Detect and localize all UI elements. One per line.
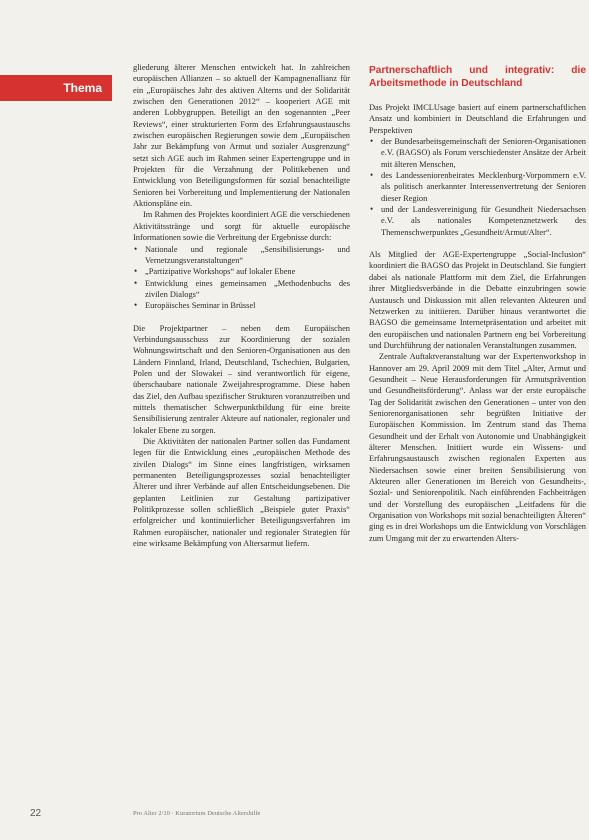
list-item: • „Partizipative Workshops“ auf lokaler Ebene bbox=[133, 266, 350, 277]
left-paragraph-3: Die Projektpartner – neben dem Europäischen Verbindungsausschuss zur Koordinierung der sozialen Wohnungswirtschaft und den Senioren-Organisationen aus den Ländern Finnland, Irland, Deutschland, Tschechien, Bulgarien, Polen und der Slowakei – sind verantwortlich für eigene, überschaubare nationale Zweijahresprogramme. Diese haben das Ziel, den Aufbau spezifischer Strukturen voranzutreiben und mittels thematischer Schwerpunktbildung für eine breite Sensibilisierung zentraler Akteure auf nationaler, regionaler und lokaler Ebene zu sorgen. bbox=[133, 323, 350, 435]
left-column bbox=[133, 62, 350, 549]
list-item: • der Bundesarbeitsgemeinschaft der Senioren-Organisationen e.V. (BAGSO) als Forum verschiedenster Ansätze der Arbeit mit älteren Menschen, bbox=[369, 136, 586, 170]
section-tab-label: Thema bbox=[63, 81, 102, 95]
right-paragraph-3: Zentrale Auftaktveranstaltung war der Expertenworkshop in Hannover am 29. April 2009 mit dem Titel „Alter, Armut und Gesundheit – Neue Herausforderungen für Armutsprävention und Gesundheitsförderung“. Anlass war der erste europäische Tag der Solidarität zwischen den Generationen – unter von den Seniorenorganisationen sehr begrüßten Initiative der Europäischen Kommission. Im Zentrum stand das Thema Gesundheit und der Erhalt von Autonomie und Unabhängigkeit älterer Menschen. Initiiert wurde ein Wissens- und Erfahrungsaustausch zwischen regionalen Experten aus Niedersachsen sowie einer breiten Sensibilisierung von Akteuren aller Generationen im Bereich von Gesundheits-, Sozial- und Seniorenpolitik. Nach einführenden Fachbeiträgen und der Vorstellung des europäischen „Leitfadens für die Organisation von Workshops mit sozial benachteiligten Älteren“ ging es in drei Workshops um die Entwicklung von Vorschlägen zum Umgang mit der zu erwartenden Alters- bbox=[369, 352, 586, 543]
section-heading: Partnerschaftlich und integrativ: die Arbeitsmethode in Deutschland bbox=[369, 65, 586, 89]
section-tab bbox=[0, 75, 112, 101]
left-paragraph-2: Im Rahmen des Projektes koordiniert AGE die verschiedenen Aktivitätsstränge und sorgt für aktuelle europäische Informationen sowie die Verbreitung der Ergebnisse durch: bbox=[133, 210, 350, 243]
right-column bbox=[369, 64, 586, 544]
left-bullet-list bbox=[133, 244, 350, 312]
left-paragraph-4: Die Aktivitäten der nationalen Partner sollen das Fundament legen für die Entwicklung eines „europäischen Methode des zivilen Dialogs“ im Sinne eines langfristigen, wirksamen permanenten Beteiligungsprozesses sozial benachteiligter Älterer und ihrer Verbände auf allen Entscheidungsebenen. Die geplanten Leitlinien zur Gestaltung partizipativer Politikprozesse sollen schließlich „Beispiele guter Praxis“ erfolgreicher und kontinuierlicher Beteiligungsverfahren im Rahmen europäischer, nationaler und regionaler Strategien für eine wirksame Bekämpfung von Altersarmut liefern. bbox=[133, 437, 350, 549]
list-item: • Entwicklung eines gemeinsamen „Methodenbuchs des zivilen Dialogs“ bbox=[133, 278, 350, 301]
right-paragraph-2: Als Mitglied der AGE-Expertengruppe „Social-Inclusion“ koordiniert die BAGSO das Projekt in Deutschland. Sie fungiert dabei als nationale Plattform mit dem Ziel, die Erfahrungen ihrer Mitgliedsverbände in die Debatte einzubringen sowie Austausch und Diskussion mit allen relevanten Akteuren und Netzwerken zu initiieren. Darüber hinaus verantwortet die BAGSO die gemeinsame Internetpräsentation und arbeitet mit den europäischen und nationalen Partnern eng bei Vorbereitung und Durchführung der nationalen Veranstaltungen zusammen. bbox=[369, 250, 586, 350]
list-item: • Europäisches Seminar in Brüssel bbox=[133, 300, 350, 311]
list-item: • Nationale und regionale „Sensibilisierungs- und Vernetzungsveranstaltungen“ bbox=[133, 244, 350, 267]
list-item: • und der Landesvereinigung für Gesundheit Niedersachsen e.V. als nationales Kompetenznetzwerk des Themenschwerpunktes „Gesundheit/Armut/Alter“. bbox=[369, 204, 586, 238]
right-bullet-list bbox=[369, 136, 586, 238]
right-paragraph-1: Das Projekt IMCLUsage basiert auf einem partnerschaftlichen Ansatz und kombiniert in Deutschland die Erfahrungen und Perspektiven bbox=[369, 103, 586, 135]
page-number: 22 bbox=[30, 808, 42, 819]
footer-running-text: Pro Alter 2/10 · Kuratorium Deutsche Altershilfe bbox=[133, 810, 261, 817]
list-item: • des Landesseniorenbeirates Mecklenburg-Vorpommern e.V. als politisch anerkannter Interessenvertretung der Senioren dieser Region bbox=[369, 170, 586, 204]
left-intro-paragraph: gliederung älterer Menschen entwickelt hat. In zahlreichen europäischen Allianzen – so aktuell der Kampagnenallianz für ein „Europäisches Jahr des aktiven Alterns und der Solidarität zwischen den Generationen 2012“ – kooperiert AGE mit anderen Lobbygruppen. Beteiligt an den sogenannten „Peer Reviews“, einer strukturierten Form des Erfahrungsaustauschs zwischen europäischen Regierungen sowie dem „Europäischen Jahr zur Bekämpfung von Armut und sozialer Ausgrenzung“ setzt sich AGE auch im Rahmen seiner Expertengruppe und in Projekten für die Verzahnung der Politikebenen und Entwicklung von Beteiligungsformen für sozial benachteiligte Senioren bei Vorbereitung und Implementierung der Nationalen Aktionspläne ein. bbox=[133, 63, 350, 209]
